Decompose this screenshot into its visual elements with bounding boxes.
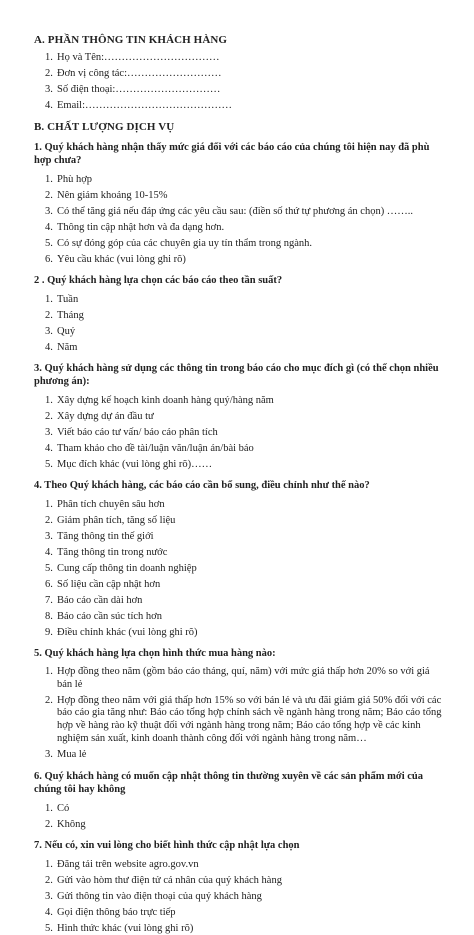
item-number: 1. — [45, 395, 53, 406]
list-item — [45, 99, 444, 112]
item-number: 2. — [45, 694, 53, 706]
list-item — [45, 922, 444, 935]
list-item — [45, 325, 444, 338]
list-item — [45, 205, 444, 218]
item-number: 8. — [45, 611, 53, 622]
list-item — [45, 426, 444, 439]
item-text: Thông tin cập nhật hơn và đa dạng hơn. — [57, 222, 225, 233]
item-number: 2. — [45, 310, 53, 321]
item-number: 5. — [45, 563, 53, 574]
item-number: 4. — [45, 443, 53, 454]
item-text: Tháng — [57, 310, 84, 321]
list-item — [45, 695, 444, 746]
item-number: 4. — [45, 906, 53, 918]
item-text: Năm — [57, 342, 78, 353]
item-number: 6. — [45, 579, 53, 590]
list-item — [45, 594, 444, 607]
item-number: 7. — [45, 595, 53, 606]
item-text: Email:…………………………………… — [57, 100, 232, 111]
item-number: 1. — [45, 499, 53, 510]
list-item — [45, 514, 444, 527]
item-text: Phân tích chuyên sâu hơn — [57, 499, 165, 510]
list-item — [45, 546, 444, 559]
item-text: Tăng thông tin trong nước — [57, 547, 168, 558]
list-item — [45, 666, 444, 692]
item-text: Gửi vào hòm thư điện tử cá nhân của quý khách hàng — [57, 874, 282, 886]
list-item — [45, 221, 444, 234]
list-item — [45, 442, 444, 455]
list-item — [45, 51, 444, 64]
customer-info-list — [34, 51, 444, 112]
list-item — [45, 626, 444, 639]
item-text: Gọi điện thông báo trực tiếp — [57, 906, 176, 918]
item-text: Số điện thoại:………………………… — [57, 84, 221, 95]
item-text: Tăng thông tin thế giới — [57, 531, 154, 542]
item-text: Không — [57, 818, 86, 830]
item-number: 3. — [45, 748, 53, 760]
list-item — [45, 906, 444, 919]
list-item — [45, 890, 444, 903]
list-item — [45, 802, 444, 815]
question-3: 3. Quý khách hàng sử dụng các thông tin trong báo cáo cho mục đích gì (có thể chọn nhiều phương án): — [34, 363, 439, 387]
question-4-options — [34, 498, 444, 639]
item-text: Có — [57, 802, 70, 814]
list-item — [45, 293, 444, 306]
item-text: Báo cáo cần dài hơn — [57, 595, 143, 606]
item-number: 2. — [45, 68, 53, 79]
item-number: 6. — [45, 254, 53, 265]
item-number: 1. — [45, 666, 53, 677]
item-text: Số liệu cần cập nhật hơn — [57, 579, 161, 590]
question-1: 1. Quý khách hàng nhận thấy mức giá đối với các báo cáo của chúng tôi hiện nay đã phù hợp chưa? — [34, 142, 430, 166]
item-number: 3. — [45, 427, 53, 438]
item-number: 1. — [45, 858, 53, 870]
item-number: 4. — [45, 342, 53, 353]
question-5-options — [34, 666, 444, 762]
item-number: 5. — [45, 922, 53, 934]
list-item — [45, 858, 444, 871]
list-item — [45, 83, 444, 96]
item-text: Xây dựng dự án đầu tư — [57, 411, 154, 422]
question-6-options — [34, 802, 444, 831]
item-text: Đăng tải trên website agro.gov.vn — [57, 858, 199, 870]
list-item — [45, 562, 444, 575]
item-number: 2. — [45, 818, 53, 830]
item-text: Có sự đóng góp của các chuyên gia uy tín thẩm trong ngành. — [57, 238, 313, 249]
question-4: 4. Theo Quý khách hàng, các báo cáo cần bổ sung, điều chỉnh như thế nào? — [34, 480, 370, 491]
item-text: Mục đích khác (vui lòng ghi rõ)…… — [57, 459, 213, 470]
list-item — [45, 578, 444, 591]
list-item — [45, 818, 444, 831]
list-item — [45, 237, 444, 250]
list-item — [45, 410, 444, 423]
item-text: Yêu cầu khác (vui lòng ghi rõ) — [57, 254, 186, 265]
item-number: 3. — [45, 890, 53, 902]
item-number: 1. — [45, 802, 53, 814]
list-item — [45, 610, 444, 623]
item-number: 9. — [45, 627, 53, 638]
list-item — [45, 253, 444, 266]
item-number: 3. — [45, 84, 53, 95]
item-text: Báo cáo cần súc tích hơn — [57, 611, 162, 622]
item-text: Nên giảm khoảng 10-15% — [57, 190, 168, 201]
list-item — [45, 874, 444, 887]
service-quality-questions — [34, 141, 444, 935]
item-text: Phù hợp — [57, 174, 93, 185]
list-item — [45, 530, 444, 543]
list-item — [45, 189, 444, 202]
list-item — [45, 309, 444, 322]
question-2-options — [34, 293, 444, 354]
question-1-options — [34, 173, 444, 266]
item-number: 1. — [45, 52, 53, 63]
item-text: Xây dựng kế hoạch kinh doanh hàng quý/hàng năm — [57, 395, 274, 406]
list-item — [45, 173, 444, 186]
item-number: 2. — [45, 411, 53, 422]
question-2: 2 . Quý khách hàng lựa chọn các báo cáo theo tần suất? — [34, 275, 283, 286]
item-text: Có thể tăng giá nếu đáp ứng các yêu cầu sau: (điền số thứ tự phương án chọn) …….. — [57, 206, 414, 217]
item-text: Hợp đồng theo năm với giá thấp hơn 15% so với bán lẻ và ưu đãi giảm giá 50% đối với các báo cáo gia tăng như: Báo cáo tổng hợp chính sách về ngành hàng trong năm; Báo cáo tổng hợp về hàng rào kỹ thuật đối với ngành hàng trong năm; Báo cáo tổng hợp về các kinh nghiệm sản xuất, kinh doanh thành công đối với ngành hàng trong năm… — [57, 694, 442, 744]
item-text: Quý — [57, 326, 76, 337]
section-b-title: B. CHẤT LƯỢNG DỊCH VỤ — [34, 121, 175, 133]
item-number: 2. — [45, 874, 53, 886]
section-a-title: A. PHẦN THÔNG TIN KHÁCH HÀNG — [34, 34, 228, 46]
item-text: Gửi thông tin vào điện thoại của quý khách hàng — [57, 890, 262, 902]
item-text: Tham khảo cho đề tài/luận văn/luận án/bài báo — [57, 443, 254, 454]
item-text: Viết báo cáo tư vấn/ báo cáo phân tích — [57, 427, 218, 438]
item-number: 4. — [45, 100, 53, 111]
question-7-options — [34, 858, 444, 935]
item-number: 4. — [45, 222, 53, 233]
item-number: 5. — [45, 459, 53, 470]
item-number: 3. — [45, 531, 53, 542]
list-item — [45, 67, 444, 80]
question-7: 7. Nếu có, xin vui lòng cho biết hình thức cập nhật lựa chọn — [34, 839, 300, 851]
list-item — [45, 341, 444, 354]
item-number: 2. — [45, 515, 53, 526]
item-text: Mua lẻ — [57, 748, 87, 760]
list-item — [45, 749, 444, 762]
item-text: Đơn vị công tác:……………………… — [57, 68, 222, 79]
list-item — [45, 458, 444, 471]
item-number: 1. — [45, 294, 53, 305]
item-number: 5. — [45, 238, 53, 249]
item-text: Cung cấp thông tin doanh nghiệp — [57, 563, 197, 574]
item-text: Giảm phân tích, tăng số liệu — [57, 515, 176, 526]
question-6: 6. Quý khách hàng có muốn cập nhật thông tin thường xuyên về các sản phẩm mới của chúng tôi hay không — [34, 770, 423, 795]
item-text: Họ và Tên:…………………………… — [57, 52, 220, 63]
item-text: Tuần — [57, 294, 79, 305]
item-number: 3. — [45, 326, 53, 337]
list-item — [45, 498, 444, 511]
item-text: Hình thức khác (vui lòng ghi rõ) — [57, 922, 194, 934]
list-item — [45, 394, 444, 407]
item-text: Hợp đồng theo năm (gồm báo cáo tháng, quí, năm) với mức giá thấp hơn 20% so với giá bán lẻ — [57, 666, 430, 690]
item-number: 2. — [45, 190, 53, 201]
item-text: Điều chỉnh khác (vui lòng ghi rõ) — [57, 627, 198, 638]
item-number: 1. — [45, 174, 53, 185]
question-5: 5. Quý khách hàng lựa chọn hình thức mua hàng nào: — [34, 648, 276, 659]
item-number: 3. — [45, 206, 53, 217]
item-number: 4. — [45, 547, 53, 558]
question-3-options — [34, 394, 444, 471]
